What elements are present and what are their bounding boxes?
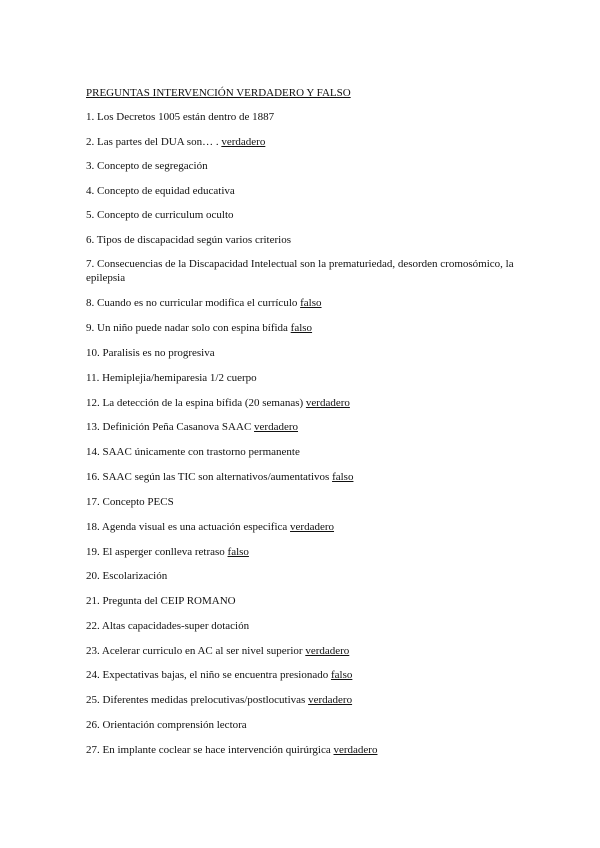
question-item <box>86 545 526 559</box>
question-text: 21. Pregunta del CEIP ROMANO <box>86 595 236 607</box>
question-item <box>86 420 526 434</box>
question-text: 2. Las partes del DUA son… . <box>86 136 219 148</box>
question-answer: verdadero <box>254 421 299 433</box>
question-text: 10. Paralisis es no progresiva <box>86 347 215 359</box>
question-text: 6. Tipos de discapacidad según varios criterios <box>86 234 291 246</box>
question-answer: verdadero <box>290 521 335 533</box>
question-item <box>86 520 526 534</box>
question-item <box>86 396 526 410</box>
question-answer: falso <box>332 471 354 483</box>
question-text: 4. Concepto de equidad educativa <box>86 185 235 197</box>
question-text: 11. Hemiplejia/hemiparesia 1/2 cuerpo <box>86 372 257 384</box>
question-item <box>86 644 526 658</box>
question-item <box>86 470 526 484</box>
question-text: 25. Diferentes medidas prelocutivas/postlocutivas <box>86 694 306 706</box>
question-text: 9. Un niño puede nadar solo con espina bífida <box>86 322 288 334</box>
question-text: 18. Agenda visual es una actuación especifica <box>86 521 288 533</box>
question-item <box>86 346 526 360</box>
question-item <box>86 257 526 285</box>
document-title: PREGUNTAS INTERVENCIÓN VERDADERO Y FALSO <box>86 87 351 99</box>
question-text: 19. El asperger conlleva retraso <box>86 546 225 558</box>
question-item <box>86 110 526 124</box>
question-text: 7. Consecuencias de la Discapacidad Intelectual son la prematuriedad, desorden cromosómico, la epilepsia <box>86 258 514 284</box>
question-item <box>86 743 526 757</box>
question-answer: verdadero <box>305 397 350 409</box>
question-text: 3. Concepto de segregación <box>86 160 208 172</box>
question-text: 27. En implante coclear se hace intervención quirúrgica <box>86 744 331 756</box>
question-item <box>86 693 526 707</box>
question-item <box>86 495 526 509</box>
question-answer: verdadero <box>305 645 350 657</box>
question-item <box>86 718 526 732</box>
question-text: 17. Concepto PECS <box>86 496 174 508</box>
question-item <box>86 668 526 682</box>
question-item <box>86 371 526 385</box>
question-text: 20. Escolarización <box>86 570 168 582</box>
question-answer: falso <box>330 669 353 681</box>
question-text: 26. Orientación comprensión lectora <box>86 719 247 731</box>
question-item <box>86 445 526 459</box>
question-item <box>86 594 526 608</box>
question-item <box>86 569 526 583</box>
question-item <box>86 233 526 247</box>
question-answer: verdadero <box>308 694 353 706</box>
question-text: 8. Cuando es no curricular modifica el currículo <box>86 297 298 309</box>
question-answer: falso <box>300 297 322 309</box>
question-text: 24. Expectativas bajas, el niño se encuentra presionado <box>86 669 329 681</box>
question-answer: falso <box>290 322 313 334</box>
question-item <box>86 296 526 310</box>
question-item <box>86 619 526 633</box>
question-text: 13. Definición Peña Casanova SAAC <box>86 421 252 433</box>
question-text: 16. SAAC según las TIC son alternativos/aumentativos <box>86 471 330 483</box>
question-text: 1. Los Decretos 1005 están dentro de 1887 <box>86 111 275 123</box>
question-item <box>86 208 526 222</box>
question-item <box>86 135 526 149</box>
question-answer: falso <box>227 546 249 558</box>
question-text: 12. La detección de la espina bífida (20 semanas) <box>86 397 304 409</box>
question-item <box>86 321 526 335</box>
question-answer: verdadero <box>333 744 378 756</box>
question-text: 5. Concepto de curriculum oculto <box>86 209 234 221</box>
question-item <box>86 159 526 173</box>
question-answer: verdadero <box>221 136 266 148</box>
question-text: 14. SAAC únicamente con trastorno permanente <box>86 446 300 458</box>
question-text: 23. Acelerar curriculo en AC al ser nivel superior <box>86 645 303 657</box>
question-text: 22. Altas capacidades-super dotación <box>86 620 250 632</box>
question-item <box>86 184 526 198</box>
